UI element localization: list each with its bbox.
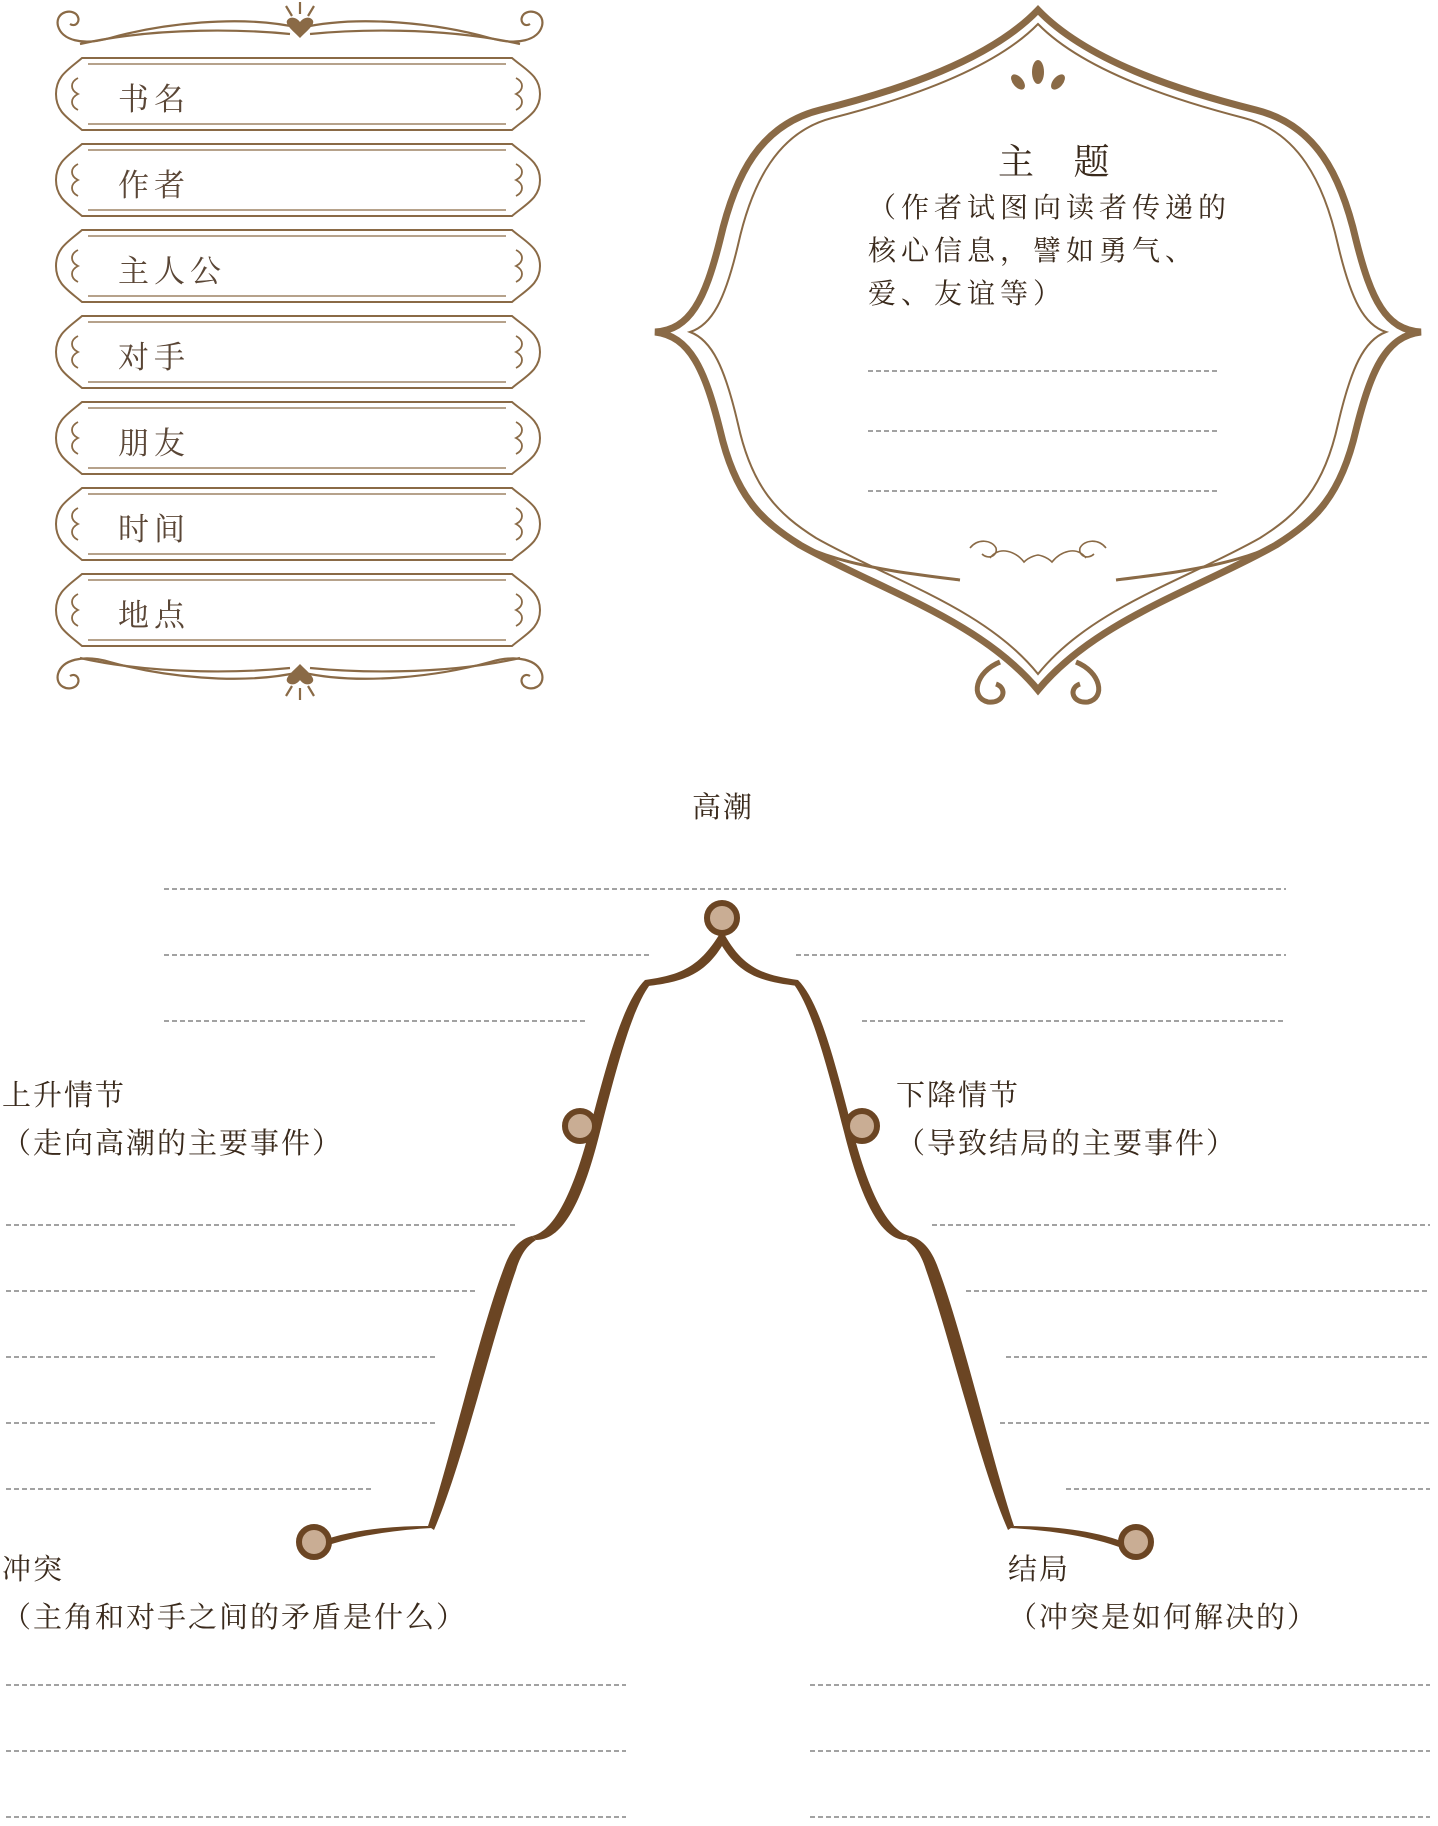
falling-action-dot	[847, 1111, 877, 1141]
heart-icon-bottom	[287, 664, 314, 684]
falling-action-label: 下降情节	[896, 1078, 1021, 1112]
leaf-drops-icon	[1008, 60, 1067, 92]
field-friends-label: 朋友	[118, 426, 190, 462]
rising-action-hint: （走向高潮的主要事件）	[2, 1126, 344, 1160]
field-place-label: 地点	[118, 598, 190, 634]
resolution-dot	[1121, 1527, 1151, 1557]
field-protagonist-label: 主人公	[118, 254, 226, 290]
theme-answer-lines	[868, 371, 1218, 491]
field-antagonist-label: 对手	[118, 340, 190, 376]
resolution-hint: （冲突是如何解决的）	[1008, 1600, 1319, 1634]
resolution-label: 结局	[1008, 1552, 1071, 1586]
plot-point-dots	[299, 903, 1151, 1557]
theme-description: （作者试图向读者传递的核心信息，譬如勇气、爱、友谊等）	[868, 191, 1232, 310]
heart-icon	[287, 18, 314, 38]
conflict-dot	[299, 1527, 329, 1557]
conflict-label: 冲突	[2, 1552, 65, 1586]
theme-title: 主 题	[998, 142, 1124, 183]
plot-answer-lines	[6, 889, 1430, 1817]
field-title-label: 书名	[118, 82, 190, 118]
falling-action-hint: （导致结局的主要事件）	[896, 1126, 1238, 1160]
field-time-label: 时间	[118, 512, 190, 548]
rising-action-dot	[565, 1111, 595, 1141]
field-author-label: 作者	[118, 168, 190, 204]
conflict-hint: （主角和对手之间的矛盾是什么）	[2, 1600, 468, 1634]
climax-dot	[707, 903, 737, 933]
rising-action-label: 上升情节	[2, 1078, 127, 1112]
plot-mountain-curve	[318, 918, 1124, 1548]
theme-ornate-frame	[655, 10, 1421, 702]
climax-label: 高潮	[692, 790, 755, 824]
